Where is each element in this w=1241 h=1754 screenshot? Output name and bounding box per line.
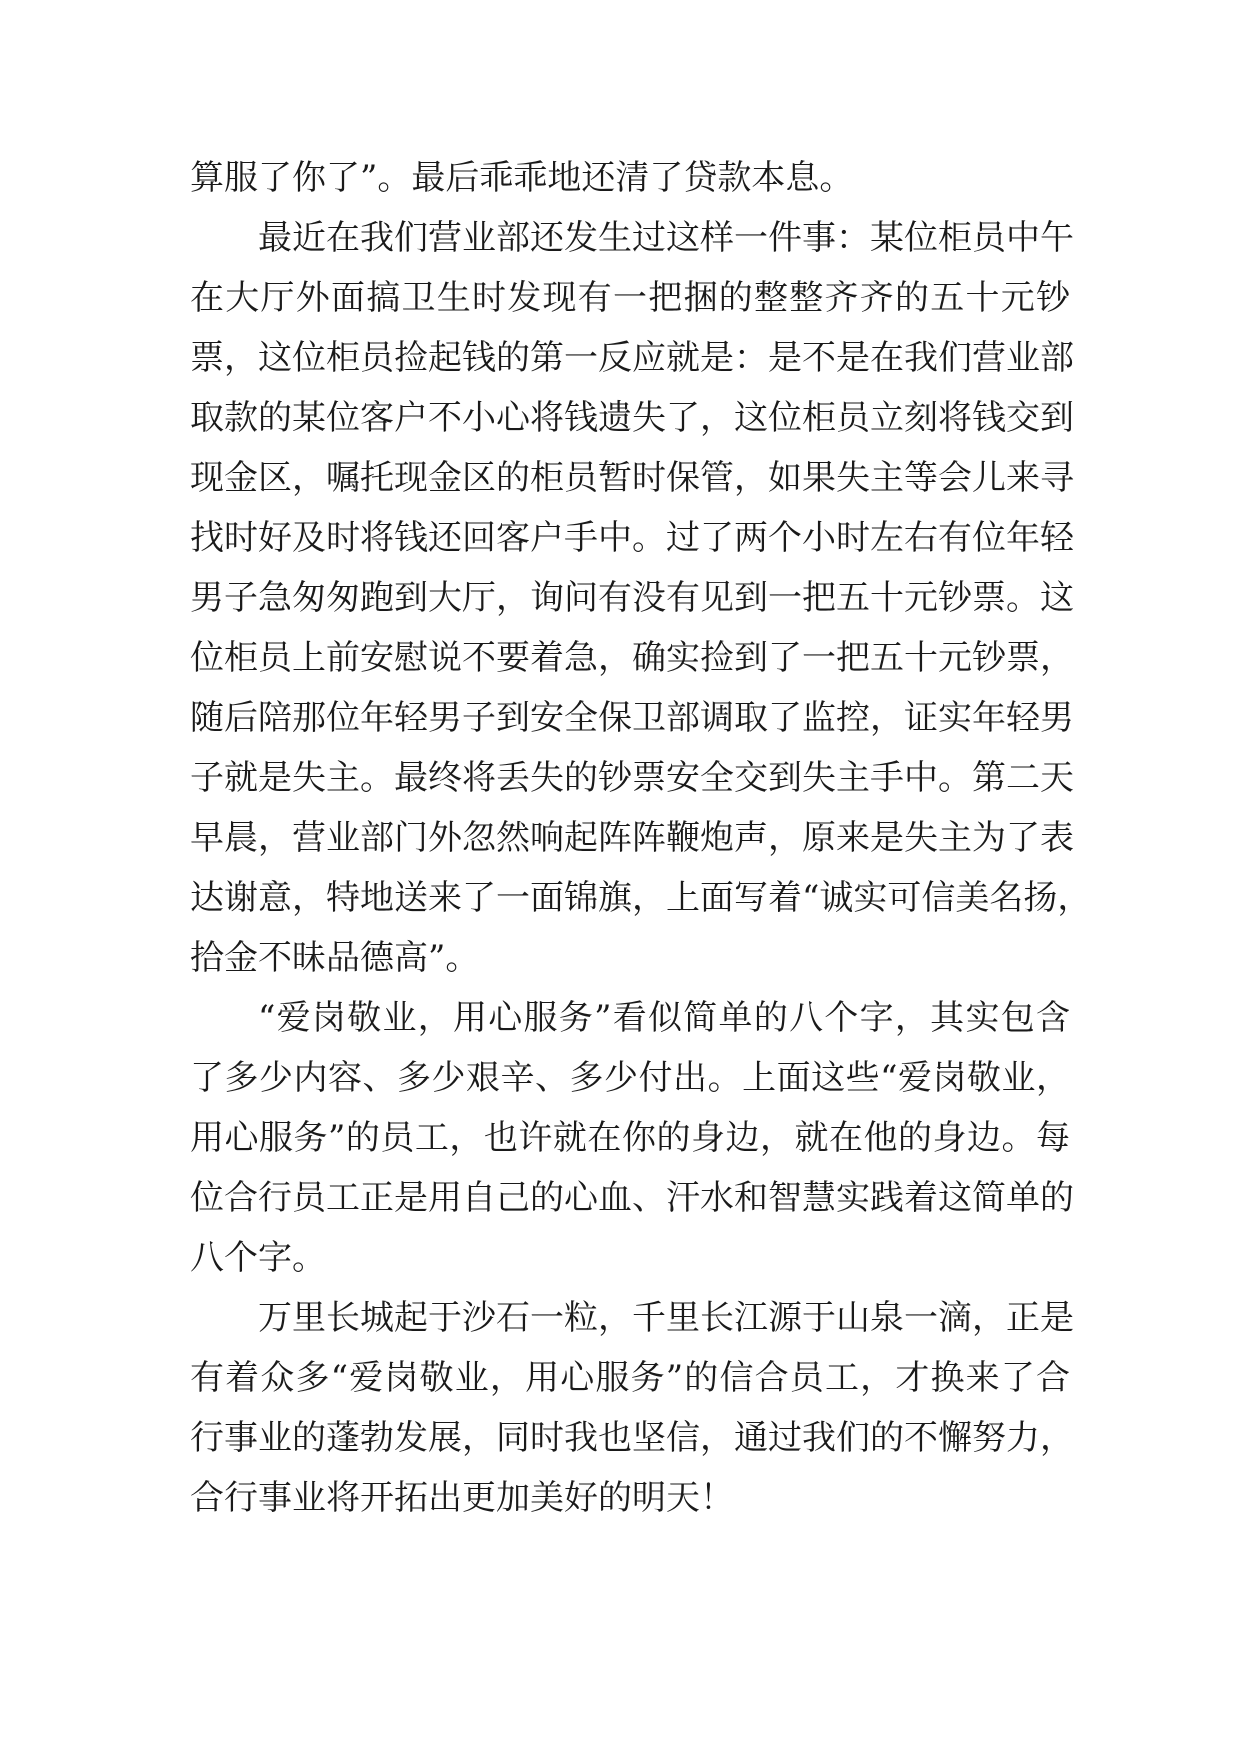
paragraph-first-line: “爱岗敬业，用心服务”看似简单的八个字，其实包含 (258, 998, 1070, 1038)
text-line: 有着众多“爱岗敬业，用心服务”的信合员工，才换来了合 (190, 1358, 1070, 1398)
text-line: 了多少内容、多少艰辛、多少付出。上面这些“爱岗敬业， (190, 1058, 1070, 1098)
text-line: 算服了你了”。最后乖乖地还清了贷款本息。 (190, 158, 854, 198)
text-line: 在大厅外面搞卫生时发现有一把捆的整整齐齐的五十元钞 (190, 278, 1070, 318)
text-line: 子就是失主。最终将丢失的钞票安全交到失主手中。第二天 (190, 758, 1074, 798)
text-line: 随后陪那位年轻男子到安全保卫部调取了监控，证实年轻男 (190, 698, 1074, 738)
text-line: 拾金不昧品德高”。 (190, 938, 480, 978)
text-line: 现金区，嘱托现金区的柜员暂时保管，如果失主等会儿来寻 (190, 458, 1074, 498)
text-line: 合行事业将开拓出更加美好的明天！ (190, 1478, 734, 1518)
text-line: 位柜员上前安慰说不要着急，确实捡到了一把五十元钞票， (190, 638, 1074, 678)
text-line: 票，这位柜员捡起钱的第一反应就是：是不是在我们营业部 (190, 338, 1074, 378)
paragraph-first-line: 最近在我们营业部还发生过这样一件事：某位柜员中午 (258, 218, 1074, 258)
text-line: 八个字。 (190, 1238, 326, 1278)
paragraph-first-line: 万里长城起于沙石一粒，千里长江源于山泉一滴，正是 (258, 1298, 1074, 1338)
text-line: 行事业的蓬勃发展，同时我也坚信，通过我们的不懈努力， (190, 1418, 1074, 1458)
text-line: 取款的某位客户不小心将钱遗失了，这位柜员立刻将钱交到 (190, 398, 1074, 438)
text-line: 男子急匆匆跑到大厅，询问有没有见到一把五十元钞票。这 (190, 578, 1074, 618)
text-line: 早晨，营业部门外忽然响起阵阵鞭炮声，原来是失主为了表 (190, 818, 1074, 858)
text-line: 用心服务”的员工，也许就在你的身边，就在他的身边。每 (190, 1118, 1070, 1158)
text-line: 找时好及时将钱还回客户手中。过了两个小时左右有位年轻 (190, 518, 1074, 558)
text-line: 位合行员工正是用自己的心血、汗水和智慧实践着这简单的 (190, 1178, 1074, 1218)
text-line: 达谢意，特地送来了一面锦旗，上面写着“诚实可信美名扬， (190, 878, 1092, 918)
